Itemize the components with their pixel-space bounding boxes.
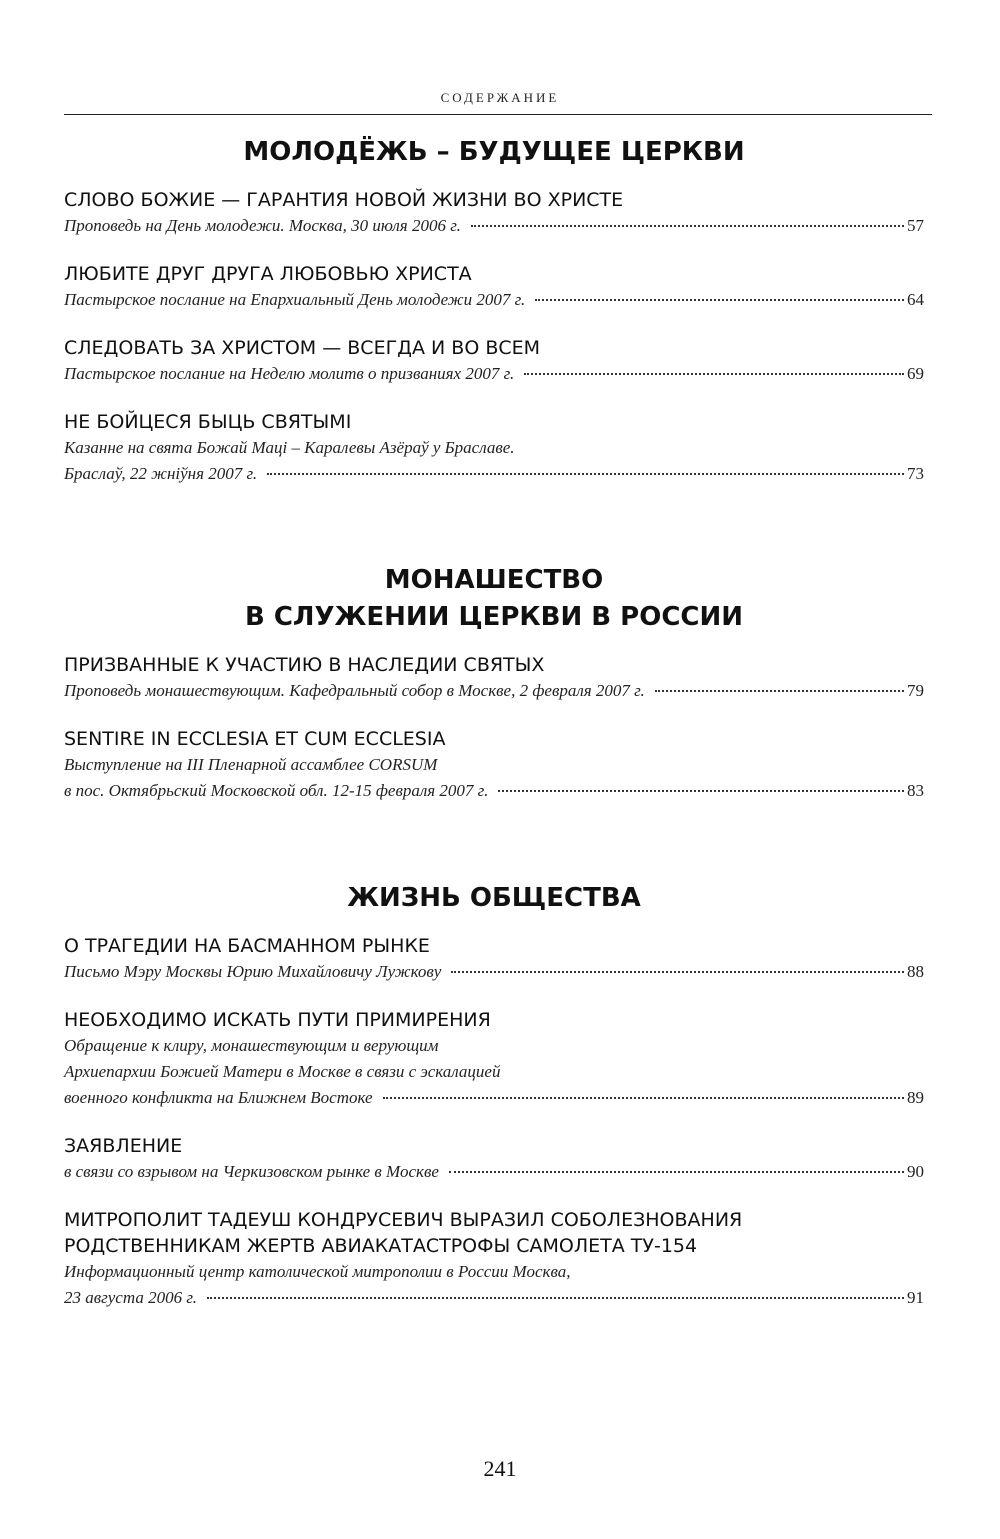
entry-title: НЕОБХОДИМО ИСКАТЬ ПУТИ ПРИМИРЕНИЯ xyxy=(64,1009,491,1031)
entry-line xyxy=(64,461,924,487)
leader-dots xyxy=(383,1097,904,1099)
running-head: СОДЕРЖАНИЕ xyxy=(440,90,560,105)
toc-entry[interactable] xyxy=(64,1133,924,1185)
leader-dots xyxy=(655,690,904,692)
entry-title: О ТРАГЕДИИ НА БАСМАННОМ РЫНКЕ xyxy=(64,935,430,957)
entry-subtitle: Выступление на III Пленарной ассамблее CORSUM xyxy=(64,755,438,774)
entry-line xyxy=(64,959,924,985)
section-title: МОНАШЕСТВО xyxy=(384,565,604,595)
entry-line xyxy=(64,752,924,778)
page-ref: 83 xyxy=(907,781,924,800)
page-ref: 90 xyxy=(907,1162,924,1181)
page-ref: 91 xyxy=(907,1288,924,1307)
toc-entry[interactable] xyxy=(64,1007,924,1111)
entry-subtitle: Архиепархии Божией Матери в Москве в связи с эскалацией xyxy=(64,1062,501,1081)
leader-dots xyxy=(267,473,904,475)
entry-line xyxy=(64,778,924,804)
entry-subtitle: Письмо Мэру Москвы Юрию Михайловичу Лужкову xyxy=(64,962,442,981)
entry-title: НЕ БОЙЦЕСЯ БЫЦЬ СВЯТЫМІ xyxy=(64,411,352,433)
entry-title: СЛОВО БОЖИЕ — ГАРАНТИЯ НОВОЙ ЖИЗНИ ВО ХРИСТЕ xyxy=(64,189,624,211)
entry-line xyxy=(64,1033,924,1059)
entry-line xyxy=(64,287,924,313)
section-youth xyxy=(64,134,924,487)
header-rule xyxy=(64,114,932,115)
leader-dots xyxy=(207,1297,904,1299)
page-ref: 69 xyxy=(907,364,924,383)
entry-line xyxy=(64,1059,924,1085)
toc-entry[interactable] xyxy=(64,652,924,704)
entry-subtitle: военного конфликта на Ближнем Востоке xyxy=(64,1088,373,1107)
page-ref: 88 xyxy=(907,962,924,981)
entry-title: РОДСТВЕННИКАМ ЖЕРТВ АВИАКАТАСТРОФЫ САМОЛЕТА ТУ-154 xyxy=(64,1235,698,1257)
toc-entry[interactable] xyxy=(64,335,924,387)
entry-line xyxy=(64,435,924,461)
section-society xyxy=(64,880,924,1311)
toc-entry[interactable] xyxy=(64,933,924,985)
section-title: В СЛУЖЕНИИ ЦЕРКВИ В РОССИИ xyxy=(244,602,744,632)
leader-dots xyxy=(535,299,904,301)
entry-line xyxy=(64,1085,924,1111)
section-monasticism xyxy=(64,562,924,804)
entry-subtitle: Пастырское послание на Неделю молитв о призваниях 2007 г. xyxy=(64,364,515,383)
page-ref: 64 xyxy=(907,290,924,309)
entry-subtitle: Браслаў, 22 жніўня 2007 г. xyxy=(64,464,258,483)
entry-line xyxy=(64,1285,924,1311)
entry-line xyxy=(64,678,924,704)
section-title: МОЛОДЁЖЬ – БУДУЩЕЕ ЦЕРКВИ xyxy=(243,137,745,167)
page-ref: 73 xyxy=(907,464,924,483)
leader-dots xyxy=(498,790,904,792)
entry-subtitle: Пастырское послание на Епархиальный День молодежи 2007 г. xyxy=(64,290,526,309)
toc-entry[interactable] xyxy=(64,409,924,487)
entry-subtitle: 23 августа 2006 г. xyxy=(64,1288,197,1307)
page-ref: 57 xyxy=(907,216,924,235)
entry-title: МИТРОПОЛИТ ТАДЕУШ КОНДРУСЕВИЧ ВЫРАЗИЛ СОБОЛЕЗНОВАНИЯ xyxy=(64,1209,743,1231)
toc-entry[interactable] xyxy=(64,187,924,239)
page-ref: 89 xyxy=(907,1088,924,1107)
entry-title: СЛЕДОВАТЬ ЗА ХРИСТОМ — ВСЕГДА И ВО ВСЕМ xyxy=(64,337,541,359)
section-title: ЖИЗНЬ ОБЩЕСТВА xyxy=(347,883,641,913)
entry-title: ПРИЗВАННЫЕ К УЧАСТИЮ В НАСЛЕДИИ СВЯТЫХ xyxy=(64,654,545,676)
entry-title: SENTIRE IN ECCLESIA ET CUM ECCLESIA xyxy=(64,728,446,750)
entry-subtitle: Обращение к клиру, монашествующим и верующим xyxy=(64,1036,439,1055)
entry-line xyxy=(64,361,924,387)
page-ref: 79 xyxy=(907,681,924,700)
toc-entry[interactable] xyxy=(64,726,924,804)
toc-entry[interactable] xyxy=(64,261,924,313)
entry-subtitle: Проповедь на День молодежи. Москва, 30 июля 2006 г. xyxy=(64,216,461,235)
entry-subtitle: Информационный центр католической митрополии в России Москва, xyxy=(64,1262,571,1281)
page-number: 241 xyxy=(483,1456,517,1481)
entry-subtitle: Казанне на свята Божай Маці – Каралевы Азёраў у Браславе. xyxy=(64,438,515,457)
leader-dots xyxy=(449,1171,904,1173)
entry-line xyxy=(64,1159,924,1185)
leader-dots xyxy=(471,225,904,227)
entry-subtitle: в связи со взрывом на Черкизовском рынке в Москве xyxy=(64,1162,439,1181)
entry-line xyxy=(64,213,924,239)
entry-title: ЛЮБИТЕ ДРУГ ДРУГА ЛЮБОВЬЮ ХРИСТА xyxy=(64,263,472,285)
entry-subtitle: Проповедь монашествующим. Кафедральный собор в Москве, 2 февраля 2007 г. xyxy=(64,681,645,700)
leader-dots xyxy=(524,373,904,375)
toc-entry[interactable] xyxy=(64,1207,924,1311)
entry-subtitle: в пос. Октябрьский Московской обл. 12-15 февраля 2007 г. xyxy=(64,781,489,800)
entry-line xyxy=(64,1259,924,1285)
entry-title: ЗАЯВЛЕНИЕ xyxy=(64,1135,183,1157)
leader-dots xyxy=(451,971,904,973)
